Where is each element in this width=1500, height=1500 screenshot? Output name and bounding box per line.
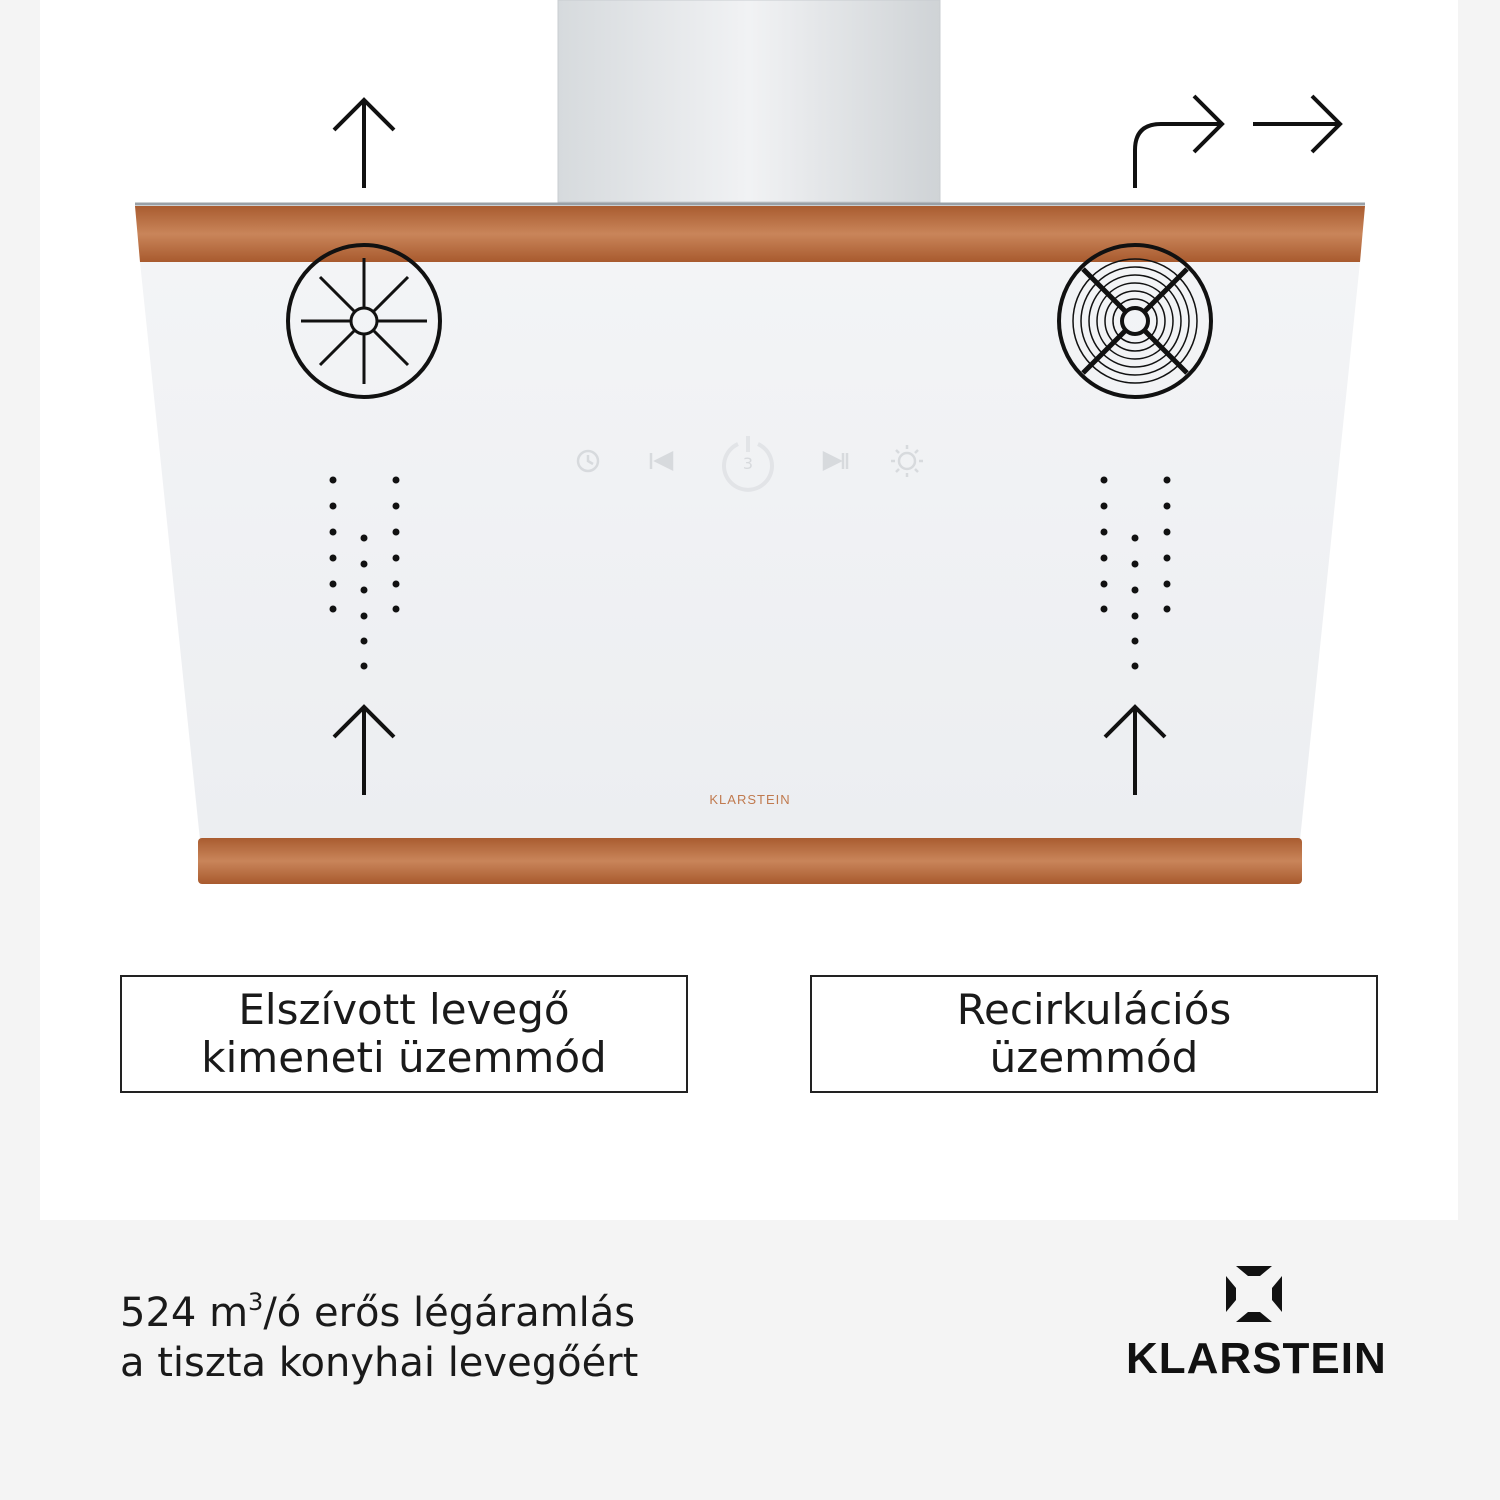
bottom-copper-trim <box>198 838 1302 884</box>
exhaust-mode-line2: kimeneti üzemmód <box>201 1033 607 1082</box>
power-level: 3 <box>742 454 754 473</box>
recirculation-out-arrows-icon <box>1135 96 1340 188</box>
exhaust-mode-label <box>120 975 688 1093</box>
glass-panel <box>140 262 1360 840</box>
brand-name: KLARSTEIN <box>1126 1334 1387 1383</box>
recirculation-mode-line1: Recirkulációs <box>956 985 1232 1034</box>
exhaust-out-arrow-icon <box>334 100 394 188</box>
recirculation-mode-label <box>810 975 1378 1093</box>
top-copper-trim <box>135 206 1365 262</box>
klarstein-mark-icon <box>1222 1262 1286 1326</box>
hood-brand-label: KLARSTEIN <box>709 792 791 807</box>
exhaust-mode-line1: Elszívott levegő <box>238 985 570 1034</box>
tagline-line1: 524 $m^3/ó$ erős légáramlás <box>120 1288 636 1336</box>
airflow-tagline <box>120 1288 638 1388</box>
recirculation-mode-line2: üzemmód <box>989 1033 1199 1082</box>
tagline-line2: a tiszta konyhai levegőért <box>120 1340 639 1386</box>
brand-logo <box>1126 1262 1387 1383</box>
chimney <box>558 0 940 202</box>
